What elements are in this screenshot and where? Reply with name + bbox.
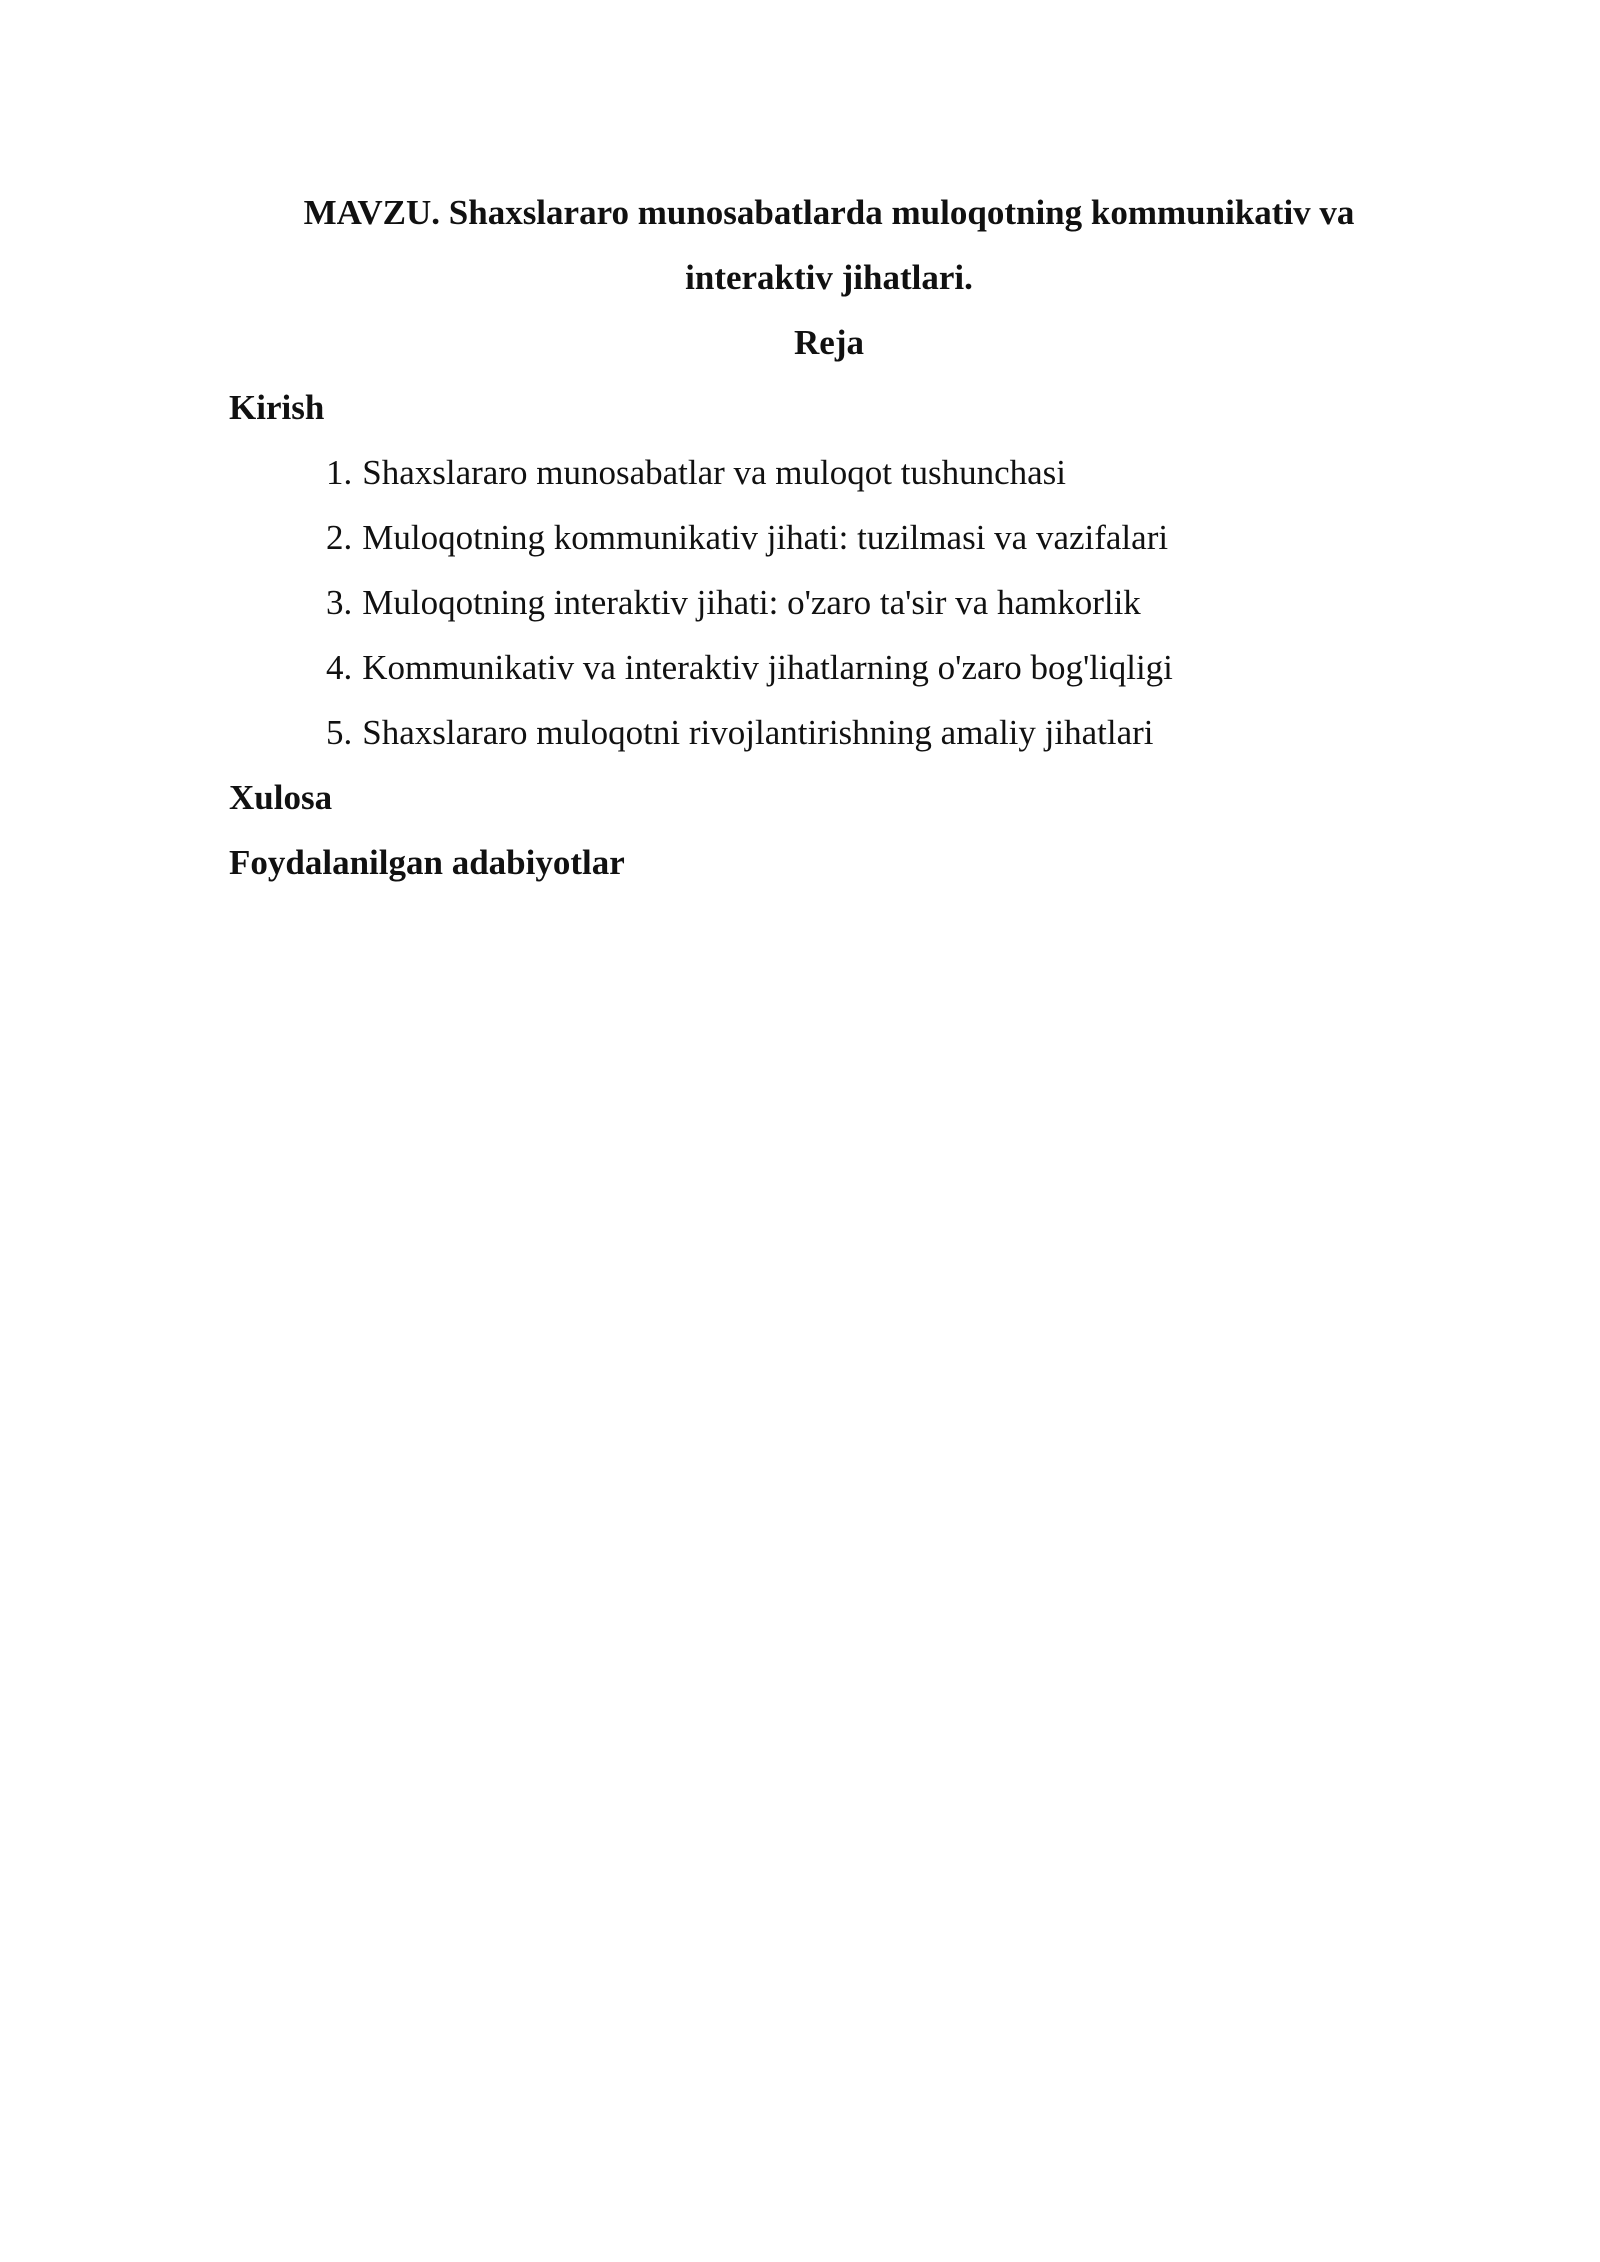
- plan-heading: Reja: [794, 323, 864, 362]
- title-line-2: interaktiv jihatlari.: [685, 258, 973, 297]
- plan-item: [326, 570, 1429, 635]
- references-heading: Foydalanilgan adabiyotlar: [229, 843, 625, 882]
- plan-item-text: Muloqotning kommunikativ jihati: tuzilmasi va vazifalari: [362, 518, 1169, 557]
- title-line-1: MAVZU. Shaxslararo munosabatlarda muloqotning kommunikativ va: [303, 193, 1355, 232]
- plan-item-number: 1.: [326, 453, 353, 492]
- plan-item-text: Muloqotning interaktiv jihati: o'zaro ta'sir va hamkorlik: [362, 583, 1141, 622]
- plan-item-number: 4.: [326, 648, 353, 687]
- plan-list: [229, 440, 1429, 765]
- plan-item-text: Shaxslararo muloqotni rivojlantirishning amaliy jihatlari: [362, 713, 1154, 752]
- plan-item-number: 5.: [326, 713, 353, 752]
- plan-item-text: Kommunikativ va interaktiv jihatlarning o'zaro bog'liqligi: [362, 648, 1173, 687]
- plan-item: [326, 700, 1429, 765]
- plan-item: [326, 440, 1429, 505]
- conclusion-heading: Xulosa: [229, 778, 333, 817]
- document-content: [229, 180, 1429, 895]
- plan-item-number: 3.: [326, 583, 353, 622]
- plan-item: [326, 635, 1429, 700]
- plan-item: [326, 505, 1429, 570]
- plan-item-number: 2.: [326, 518, 353, 557]
- intro-heading: Kirish: [229, 388, 325, 427]
- plan-item-text: Shaxslararo munosabatlar va muloqot tushunchasi: [362, 453, 1066, 492]
